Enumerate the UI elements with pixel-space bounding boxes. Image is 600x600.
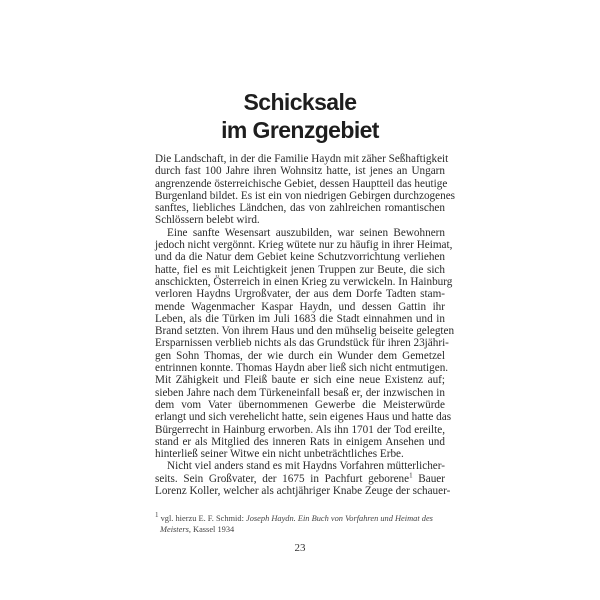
text-line: hinterließ seiner Witwe ein nicht unbeträchtliches Erbe. [155, 448, 404, 461]
text-line: sanftes, liebliches Ländchen, das von zahlreichen romantischen [155, 202, 445, 215]
chapter-title [0, 88, 600, 144]
text-line: Leben, als die Türken im Juli 1683 die Stadt einnahmen und in [155, 312, 445, 325]
text-line: dem vom Vater übernommenen Gewerbe die Meisterwürde [155, 398, 445, 411]
footnote [155, 513, 445, 535]
text-line: Schlössern belebt wird. [155, 214, 260, 227]
text-line: Brand setzten. Von ihrem Haus und den mühselig beiseite gelegten [155, 325, 455, 338]
footnote-book-title: Meisters [160, 525, 189, 534]
text-line: entrinnen konnte. Thomas Haydn aber ließ sich nicht entmutigen. [155, 362, 449, 375]
text-line: Burgenland bildet. Es ist ein von niedrigen Gebirgen durchzogenes [155, 189, 456, 202]
text-line: jedoch nicht vergönnt. Krieg wütete nur zu häufig in ihrer Heimat, [155, 239, 453, 252]
text-line: gen Sohn Thomas, der wie durch ein Wunder dem Gemetzel [155, 349, 445, 362]
page-number: 23 [294, 542, 306, 554]
text-segment: Bauer [412, 472, 445, 485]
text-line: Nicht viel anders stand es mit Haydns Vorfahren mütterlicher- [167, 460, 445, 473]
footnote-text: , Kassel 1934 [188, 525, 235, 534]
footnote-line [155, 524, 445, 535]
text-line: Die Landschaft, in der die Familie Haydn mit zäher Seßhaftigkeit [155, 153, 449, 165]
text-line: Mit Zähigkeit und Fleiß baute er sich eine neue Existenz auf; [155, 374, 445, 387]
text-segment: seits. Sein Großvater, der 1675 in Pachfurt geborene [155, 472, 410, 485]
text-line: durch fast 100 Jahre ihren Wohnsitz hatte, ist jenes an Ungarn [155, 165, 445, 178]
footnote-text: vgl. hierzu E. F. Schmid: [158, 514, 246, 523]
text-line: Lorenz Koller, welcher als achtjähriger Knabe Zeuge der schauer- [155, 485, 451, 498]
body-text [155, 153, 456, 498]
text-line: und da die Natur dem Gebiet keine Schutzvorrichtung verliehen [155, 251, 445, 264]
text-line: erlangt und sich verehelicht hatte, sein eigenes Haus und hatte das [155, 411, 452, 424]
text-line: Eine sanfte Wesensart auszubilden, war seinen Bewohnern [167, 226, 445, 239]
chapter-title-line: Schicksale [243, 89, 357, 115]
text-line: angrenzende österreichische Gebiet, dessen Hauptteil das heutige [155, 177, 448, 190]
text-line: stand er als Mitglied des inneren Rats in einigem Ansehen und [155, 435, 445, 448]
text-line: mende Wagenmacher Kaspar Haydn, und dessen Gattin ihr [155, 300, 445, 313]
footnote-reference[interactable]: 1 [409, 470, 413, 479]
footnote-line [155, 513, 445, 524]
text-line: sieben Jahre nach dem Türkeneinfall besaß er, der inzwischen in [155, 386, 445, 399]
paragraph [155, 460, 451, 498]
footnote-book-title: Joseph Haydn. Ein Buch von Vorfahren und Heimat des [246, 514, 433, 523]
chapter-title-line: im Grenzgebiet [221, 117, 379, 143]
paragraph [155, 153, 456, 227]
paragraph [155, 226, 455, 461]
paragraphs [155, 153, 456, 461]
text-line: Ersparnissen verblieb nichts als das Grundstück für ihren 23jähri- [155, 337, 449, 350]
text-line: hatte, fiel es mit Leichtigkeit jenen Truppen zur Beute, die sich [155, 263, 445, 276]
text-line: anschickten, Österreich in einen Krieg zu verwickeln. In Hainburg [155, 275, 453, 288]
text-line: Bürgerrecht in Hainburg erworben. Als ihn 1701 der Tod ereilte, [155, 423, 445, 436]
text-line: verloren Haydns Urgroßvater, der aus dem Dorfe Tadten stam- [155, 288, 445, 301]
footnote-marker: 1 [155, 511, 159, 520]
text-line [155, 470, 445, 485]
